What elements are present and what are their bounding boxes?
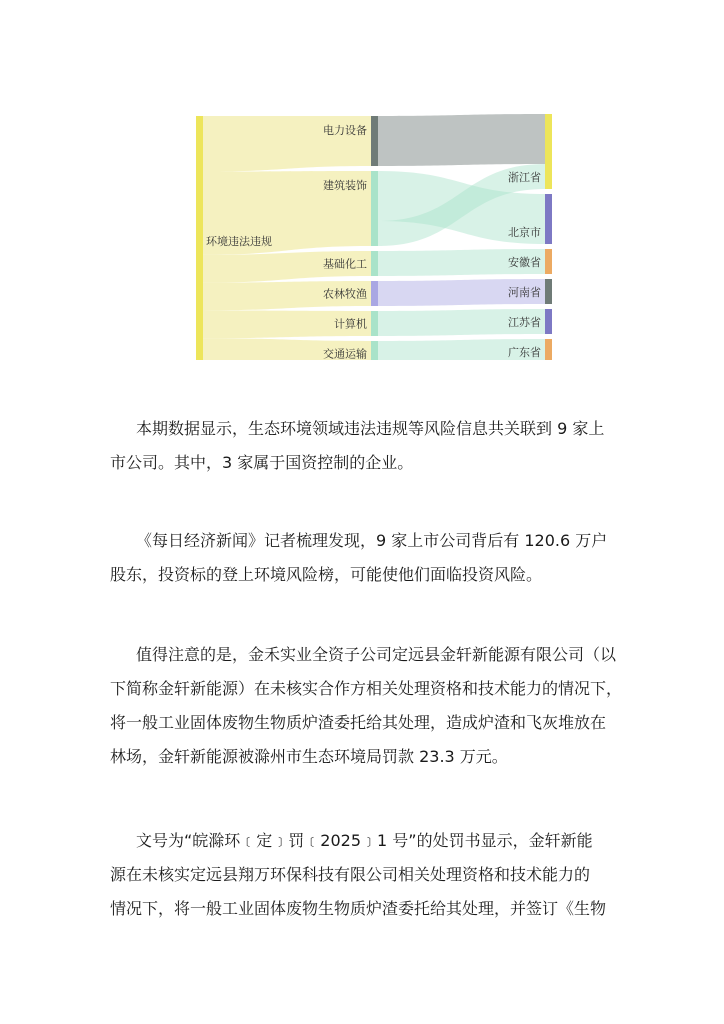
sankey-industry-label: 计算机 xyxy=(334,317,367,331)
sankey-industry-label: 电力设备 xyxy=(323,124,367,137)
paragraph-line: 源在未核实定远县翔万环保科技有限公司相关处理资格和技术能力的 xyxy=(110,865,591,884)
sankey-industry-label: 建筑装饰 xyxy=(323,179,367,192)
paragraph-3 xyxy=(110,638,622,774)
sankey-source-label: 环境违法违规 xyxy=(206,235,272,248)
paragraph-line: 《每日经济新闻》记者梳理发现，9 家上市公司背后有 120.6 万户 xyxy=(136,531,608,550)
sankey-node-industry xyxy=(371,251,378,276)
paragraph-line: 市公司。其中，3 家属于国资控制的企业。 xyxy=(110,453,414,472)
paragraph-line: 文号为“皖滁环﹝定﹞罚﹝2025﹞1 号”的处罚书显示，金轩新能 xyxy=(136,831,593,850)
sankey-province-label: 广东省 xyxy=(508,346,541,359)
sankey-node-province xyxy=(545,279,552,304)
sankey-province-label: 北京市 xyxy=(508,226,541,239)
sankey-province-label: 河南省 xyxy=(508,286,541,299)
paragraph-line: 下简称金轩新能源）在未核实合作方相关处理资格和技术能力的情况下， xyxy=(110,679,623,698)
paragraph-line: 值得注意的是，金禾实业全资子公司定远县金轩新能源有限公司（以 xyxy=(136,645,617,664)
sankey-node-industry xyxy=(371,281,378,306)
sankey-chart xyxy=(190,100,560,360)
sankey-industry-label: 交通运输 xyxy=(323,347,367,360)
sankey-node-province xyxy=(545,309,552,334)
paragraph-2 xyxy=(110,524,622,592)
sankey-industry-label: 基础化工 xyxy=(323,257,367,271)
sankey-node-province xyxy=(545,114,552,189)
paragraph-4 xyxy=(110,824,622,926)
sankey-node-source xyxy=(196,116,203,360)
paragraph-line: 情况下，将一般工业固体废物生物质炉渣委托给其处理，并签订《生物 xyxy=(110,899,607,918)
sankey-industry-label: 农林牧渔 xyxy=(323,287,367,301)
sankey-node-province xyxy=(545,249,552,274)
sankey-province-label: 安徽省 xyxy=(508,256,541,269)
paragraph-line: 本期数据显示，生态环境领域违法违规等风险信息共关联到 9 家上 xyxy=(136,419,605,438)
sankey-node-industry xyxy=(371,311,378,336)
sankey-province-label: 江苏省 xyxy=(508,316,541,329)
sankey-node-province xyxy=(545,194,552,244)
sankey-node-industry xyxy=(371,171,378,246)
paragraph-line: 股东，投资标的登上环境风险榜，可能使他们面临投资风险。 xyxy=(110,565,543,584)
sankey-node-industry xyxy=(371,116,378,166)
sankey-node-industry xyxy=(371,341,378,360)
paragraph-line: 将一般工业固体废物生物质炉渣委托给其处理，造成炉渣和飞灰堆放在 xyxy=(110,713,607,732)
paragraph-line: 林场，金轩新能源被滁州市生态环境局罚款 23.3 万元。 xyxy=(110,747,508,766)
sankey-province-label: 浙江省 xyxy=(508,171,541,184)
sankey-link xyxy=(378,114,545,166)
paragraph-1 xyxy=(110,412,622,480)
sankey-node-province xyxy=(545,339,552,360)
